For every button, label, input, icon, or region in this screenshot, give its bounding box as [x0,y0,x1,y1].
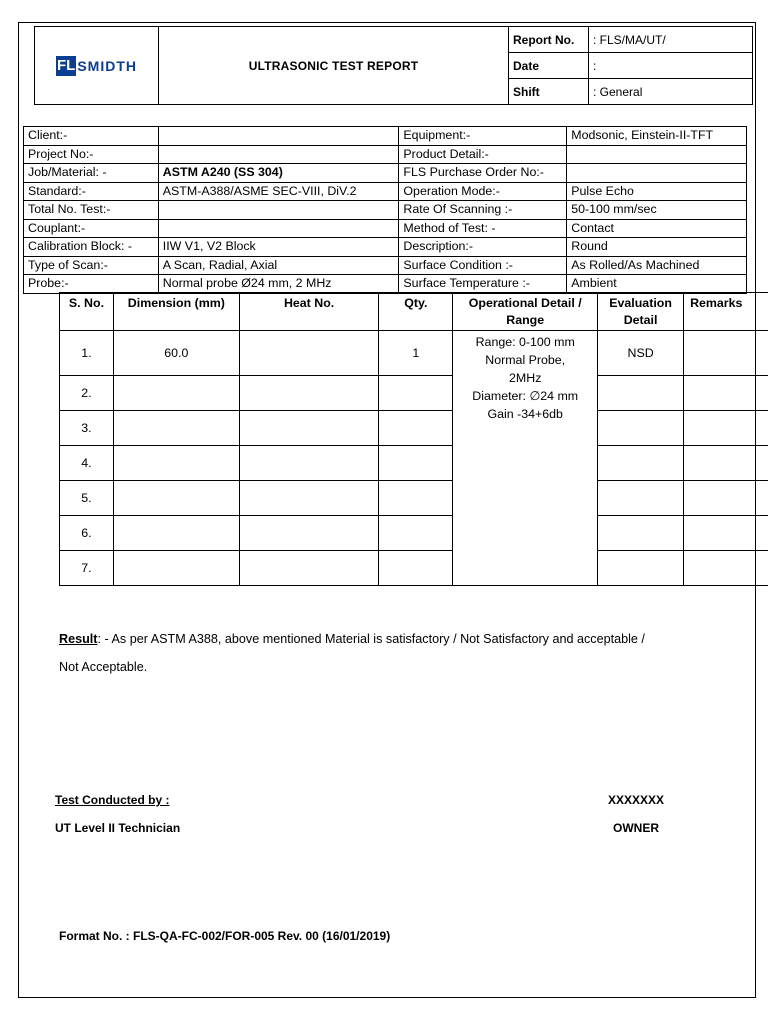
col-remarks: Remarks [684,293,768,331]
cell-evaluation [598,411,684,446]
info-label: Calibration Block: - [24,238,159,257]
col-qty: Qty. [379,293,453,331]
report-no-label: Report No. [509,27,589,53]
info-label: Job/Material: - [24,164,159,183]
info-value: ASTM-A388/ASME SEC-VIII, DiV.2 [158,182,399,201]
cell-heat [239,551,379,586]
tests-header-row [60,293,768,331]
shift-label: Shift [509,79,589,105]
cell-dimension [113,516,239,551]
op-range: Range: 0-100 mm [475,335,575,349]
info-label: Standard:- [24,182,159,201]
report-no-value: : FLS/MA/UT/ [589,27,753,53]
cell-evaluation [598,516,684,551]
info-value: Modsonic, Einstein-II-TFT [567,127,747,146]
info-value: Normal probe Ø24 mm, 2 MHz [158,275,399,294]
date-value: : [589,53,753,79]
info-label: Operation Mode:- [399,182,567,201]
col-heat: Heat No. [239,293,379,331]
cell-evaluation [598,446,684,481]
info-label: Method of Test: - [399,219,567,238]
col-evaluation: Evaluation Detail [598,293,684,331]
col-operational: Operational Detail / Range [453,293,598,331]
date-label: Date [509,53,589,79]
info-label: Client:- [24,127,159,146]
cell-qty [379,411,453,446]
cell-heat [239,376,379,411]
info-label: Rate Of Scanning :- [399,201,567,220]
table-row [60,376,768,411]
info-label: Type of Scan:- [24,256,159,275]
cell-qty [379,376,453,411]
info-value: Ambient [567,275,747,294]
test-conducted-by: Test Conducted by : [55,793,170,807]
format-number: Format No. : FLS-QA-FC-002/FOR-005 Rev. 00 (16/01/2019) [59,929,391,943]
info-label: FLS Purchase Order No:- [399,164,567,183]
result-line-1 [59,632,645,646]
cell-remarks [684,331,768,376]
table-row [60,516,768,551]
logo-mark: FL [57,56,76,74]
cell-dimension [113,481,239,516]
col-dimension: Dimension (mm) [113,293,239,331]
cell-dimension [113,551,239,586]
info-label: Couplant:- [24,219,159,238]
info-label: Product Detail:- [399,145,567,164]
cell-remarks [684,516,768,551]
cell-qty [379,481,453,516]
cell-remarks [684,446,768,481]
result-text: : - As per ASTM A388, above mentioned Material is satisfactory / Not Satisfactory and acceptable / [97,632,645,646]
col-sno: S. No. [60,293,114,331]
cell-dimension [113,411,239,446]
cell-remarks [684,376,768,411]
cell-remarks [684,411,768,446]
info-label: Surface Condition :- [399,256,567,275]
info-label: Equipment:- [399,127,567,146]
cell-sno: 4. [60,446,114,481]
cell-qty [379,551,453,586]
cell-qty: 1 [379,331,453,376]
info-label: Surface Temperature :- [399,275,567,294]
cell-sno: 6. [60,516,114,551]
info-value: Contact [567,219,747,238]
table-row [60,331,768,376]
cell-sno: 1. [60,331,114,376]
operational-detail-cell [453,331,598,586]
info-value: Round [567,238,747,257]
cell-qty [379,446,453,481]
cell-evaluation: NSD [598,331,684,376]
table-row [60,551,768,586]
cell-heat [239,331,379,376]
owner-name: XXXXXXX [608,793,665,807]
result-label: Result [59,632,98,646]
info-value: ASTM A240 (SS 304) [158,164,399,183]
logo-wordmark: SMIDTH [77,57,137,74]
info-label: Description:- [399,238,567,257]
cell-remarks [684,551,768,586]
cell-evaluation [598,551,684,586]
table-row [60,481,768,516]
cell-dimension [113,376,239,411]
info-value: 50-100 mm/sec [567,201,747,220]
cell-qty [379,516,453,551]
tests-table [59,292,768,586]
cell-sno: 3. [60,411,114,446]
op-frequency: 2MHz [509,371,542,385]
cell-evaluation [598,481,684,516]
owner-role: OWNER [613,821,659,835]
info-label: Total No. Test:- [24,201,159,220]
cell-sno: 5. [60,481,114,516]
cell-heat [239,481,379,516]
cell-dimension [113,446,239,481]
technician-role: UT Level II Technician [55,821,181,835]
shift-value: : General [589,79,753,105]
op-probe: Normal Probe, [485,353,566,367]
op-diameter: Diameter: ∅24 mm [472,389,579,403]
cell-heat [239,446,379,481]
cell-remarks [684,481,768,516]
info-value: A Scan, Radial, Axial [158,256,399,275]
info-value: As Rolled/As Machined [567,256,747,275]
report-title: ULTRASONIC TEST REPORT [159,27,509,105]
cell-sno: 7. [60,551,114,586]
cell-dimension: 60.0 [113,331,239,376]
result-line-2: Not Acceptable. [59,660,148,674]
cell-heat [239,411,379,446]
cell-sno: 2. [60,376,114,411]
cell-heat [239,516,379,551]
cell-evaluation [598,376,684,411]
table-row [60,446,768,481]
table-row [60,411,768,446]
op-gain: Gain -34+6db [487,407,563,421]
info-label: Project No:- [24,145,159,164]
info-value: IIW V1, V2 Block [158,238,399,257]
info-label: Probe:- [24,275,159,294]
info-value: Pulse Echo [567,182,747,201]
